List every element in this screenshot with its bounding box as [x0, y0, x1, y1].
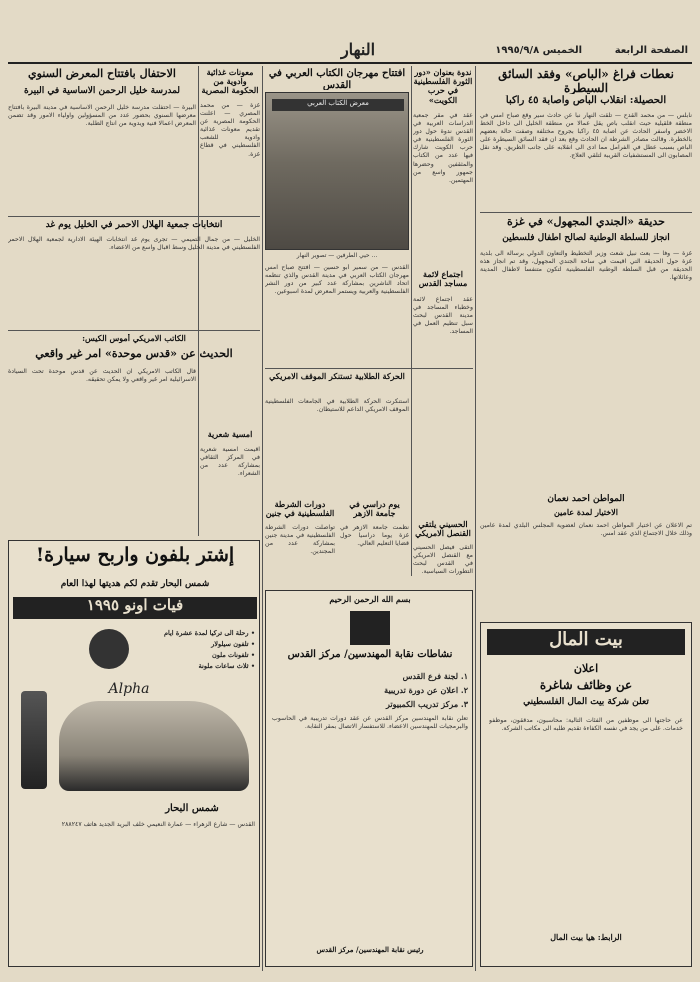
ad-baytmal	[480, 622, 692, 967]
story-3-subtitle: الاختيار لمدة عامين	[554, 508, 618, 517]
story-7-body: غزة — من محمد المصري — اعلنت الحكومة المصرية عن تقديم معونات غذائية وادوية للشعب الفلسطيني في قطاع غزة.	[200, 102, 260, 158]
story-6-body: البيرة — احتفلت مدرسة خليل الرحمن الاساسية في مدينة البيرة بافتتاح معرضها السنوي بحضور عدد من المسؤولين واولياء الامور وقد تضمن المعرض اعمالا فنية ويدوية من انتاج الطلبة.	[8, 104, 196, 128]
baytmal-logo: بيت المال	[487, 629, 685, 655]
story-14-title: الحديث عن «قدس موحدة» امر غير واقعي	[35, 348, 233, 360]
story-4-title: ندوة بعنوان «دور الثورة الفلسطينية في حرب الكويت»	[413, 68, 473, 105]
story-5-body: القدس — من سمير أبو حسين — افتتح صباح امس مهرجان الكتاب العربي في مدينة القدس والذي تنظمه اتحاد الناشرين بمشاركة عدد كبير من دور النشر الفلسطينية والعربية ويستمر المعرض لمدة اسبوعين.	[265, 264, 409, 296]
column-rule	[411, 66, 412, 576]
story-9-title: اجتماع لائمة مساجد القدس	[418, 270, 468, 289]
story-13-body: التقى فيصل الحسيني مع القنصل الامريكي في القدس لبحث التطورات السياسية.	[413, 544, 473, 576]
union-basmala: بسم الله الرحمن الرحيم	[329, 595, 411, 604]
story-11-body: نظمت جامعة الازهر في غزة يوما دراسيا حول قضايا التعليم العالي.	[340, 524, 409, 548]
story-13-title: الحسيني يلتقي القنصل الامريكي	[415, 520, 471, 539]
story-6-title: الاحتفال بافتتاح المعرض السنوي	[28, 68, 176, 80]
story-9-body: عقد اجتماع لائمة وخطباء المساجد في مدينة القدس لبحث سبل تنظيم العمل في المساجد.	[413, 296, 473, 336]
story-1-body: نابلس — من محمد القدح — تلقت النهار نبأ عن حادث سير وقع صباح امس في منطقة قلقيلية حيث انقلب باص يقل عمالا من منطقة الخليل الى داخل الخط الاخضر واسفر الحادث عن اصابة ٤٥ راكبا بجروح مختلفة وصفت حالة بعضهم بالخطرة. وقالت مصادر الشرطة ان الحادث وقع بعد ان فقد السائق السيطرة على الباص بسبب عطل في الفرامل مما ادى الى انقلابه على جانب الطريق. وقد نقل المصابون الى المستشفيات القريبة لتلقي العلاج.	[480, 112, 692, 160]
story-10-body: استنكرت الحركة الطلابية في الجامعات الفلسطينية الموقف الامريكي الداعم للاستيطان.	[265, 398, 409, 414]
baytmal-company: تعلن شركة بيت المال الفلسطيني	[523, 697, 649, 707]
union-item-2: ٢. اعلان عن دورة تدريبية	[384, 685, 468, 695]
baytmal-title: اعلان	[573, 663, 599, 675]
fiat-feature-4: • ثلاث ساعات ملونة	[198, 662, 255, 670]
fiat-model: فيات اونو ١٩٩٥	[13, 597, 257, 619]
story-4-body: عقد في مقر جمعية الدراسات العربية في القدس ندوة حول دور الثورة الفلسطينية في حرب الكويت شارك فيها عدد من الكتاب والمثقفين وحضرها جمهور واسع من المهتمين.	[413, 112, 473, 184]
fiat-feature-1: • رحلة الى تركيا لمدة عشرة ايام	[163, 629, 255, 637]
union-body: تعلن نقابة المهندسين مركز القدس عن عقد دورات تدريبية في الحاسوب والبرمجيات للمهندسين الاعضاء. للاستفسار الاتصال بمقر النقابة.	[272, 715, 468, 731]
newspaper-logo: النهار	[340, 40, 376, 59]
story-12-title: دورات الشرطة الفلسطينية في جنين	[265, 500, 335, 519]
section-divider	[480, 212, 692, 213]
story-14-kicker: الكاتب الامريكي أموس الكيس:	[82, 334, 186, 343]
union-item-1: ١. لجنة فرع القدس	[402, 671, 468, 681]
fiat-footer: القدس — شارع الزهراء — عمارة النعيمي خلف البريد الجديد هاتف ٢٨٨٢٤٧	[61, 821, 255, 828]
fiat-phone-image	[21, 691, 47, 789]
story-10-title: الحركة الطلابية تستنكر الموقف الامريكي	[269, 372, 405, 381]
column-rule	[475, 66, 476, 971]
story-2-subtitle: انجاز للسلطة الوطنية لصالح اطفال فلسطين	[502, 233, 670, 243]
union-title: نشاطات نقابة المهندسين/ مركز القدس	[287, 649, 453, 660]
section-divider	[8, 330, 260, 331]
fiat-car-image	[59, 701, 249, 791]
union-signature: رئيس نقابة المهندسين/ مركز القدس	[316, 946, 424, 954]
story-5-title: افتتاح مهرجان الكتاب العربي في القدس	[268, 68, 406, 90]
ad-engineers-union	[265, 590, 473, 967]
story-14-body: قال الكاتب الامريكي ان الحديث عن قدس موحدة تحت السيادة الاسرائيلية امر غير واقعي ولا يمكن تحقيقه.	[8, 368, 196, 384]
baytmal-footer: الرابط: هيا بيت المال	[550, 933, 622, 942]
story-7-title: معونات غذائية وادوية من الحكومة المصرية	[201, 68, 259, 96]
fiat-dealer: شمس البحار	[165, 803, 219, 814]
story-5-caption: ... حيي الطرفين — تصوير النهار	[296, 252, 378, 259]
story-15-body: اقيمت امسية شعرية في المركز الثقافي بمشاركة عدد من الشعراء.	[200, 446, 260, 478]
fiat-brand-label: Alpha	[108, 681, 150, 697]
story-8-body: الخليل — من جمال التميمي — تجرى يوم غد انتخابات الهيئة الادارية لجمعية الهلال الاحمر الفلسطيني في مدينة الخليل وسط اقبال واسع من الاعضاء.	[8, 236, 260, 252]
column-rule	[262, 66, 263, 971]
header-page-label: الصفحة الرابعة	[614, 45, 688, 56]
story-15-title: امسية شعرية	[207, 430, 253, 439]
union-item-3: ٣. مركز تدريب الكمبيوتر	[385, 699, 468, 709]
story-6-subtitle: لمدرسة خليل الرحمن الاساسية في البيرة	[23, 86, 181, 96]
fiat-sun-emblem	[89, 629, 129, 669]
baytmal-body: عن حاجتها الى موظفين من الفئات التالية: محاسبون، مدققون، موظفو خدمات. على من يجد في نفسه الكفاءة تقديم طلبه الى مكاتب الشركة.	[489, 717, 683, 733]
story-12-body: تواصلت دورات الشرطة الفلسطينية في مدينة جنين بمشاركة عدد من المجندين.	[265, 524, 335, 556]
section-divider	[265, 368, 473, 369]
union-emblem	[350, 611, 390, 645]
photo-banner: معرض الكتاب العربي	[272, 99, 404, 111]
baytmal-subtitle: عن وظائف شاغرة	[539, 679, 633, 692]
fiat-headline: إشتر بلفون واربح سيارة!	[35, 545, 235, 566]
fiat-subtitle: شمس البحار تقدم لكم هديتها لهذا العام	[60, 579, 210, 589]
story-2-title: حديقة «الجندي المجهول» في غزة	[506, 216, 665, 228]
header-date: الخميس ١٩٩٥/٩/٨	[495, 45, 582, 56]
story-1-title: نعطات فراغ «الباص» وفقد السائق السيطرة	[498, 68, 674, 94]
fiat-feature-2: • تلفون سيلولار	[211, 640, 255, 648]
page-header	[8, 40, 692, 64]
story-3-title: المواطن احمد نعمان	[547, 494, 625, 504]
story-3-body: تم الاعلان عن اختيار المواطن احمد نعمان لعضوية المجلس البلدي لمدة عامين وذلك خلال الاجتماع الذي عقد امس.	[480, 522, 692, 538]
story-1-subtitle: الحصيلة: انقلاب الباص واصابة ٤٥ راكباً	[505, 95, 667, 106]
story-5-photo	[265, 92, 409, 250]
fiat-feature-3: • تلفونات ملون	[212, 651, 255, 659]
story-2-body: غزة — وفا — بعث نبيل شعث وزير التخطيط والتعاون الدولي برسالة الى بلدية غزة حول الحديقة التي اقيمت في ساحة الجندي المجهول، وقد تم انجاز هذه الحديقة من قبل السلطة الوطنية الفلسطينية لتكون متنفسا لاطفال المدينة وعائلاتها.	[480, 250, 692, 282]
story-11-title: يوم دراسي في جامعة الازهر	[349, 500, 400, 519]
story-8-title: انتخابات جمعية الهلال الاحمر في الخليل يوم غد	[45, 220, 223, 230]
section-divider	[8, 216, 260, 217]
ad-fiat	[8, 540, 260, 967]
